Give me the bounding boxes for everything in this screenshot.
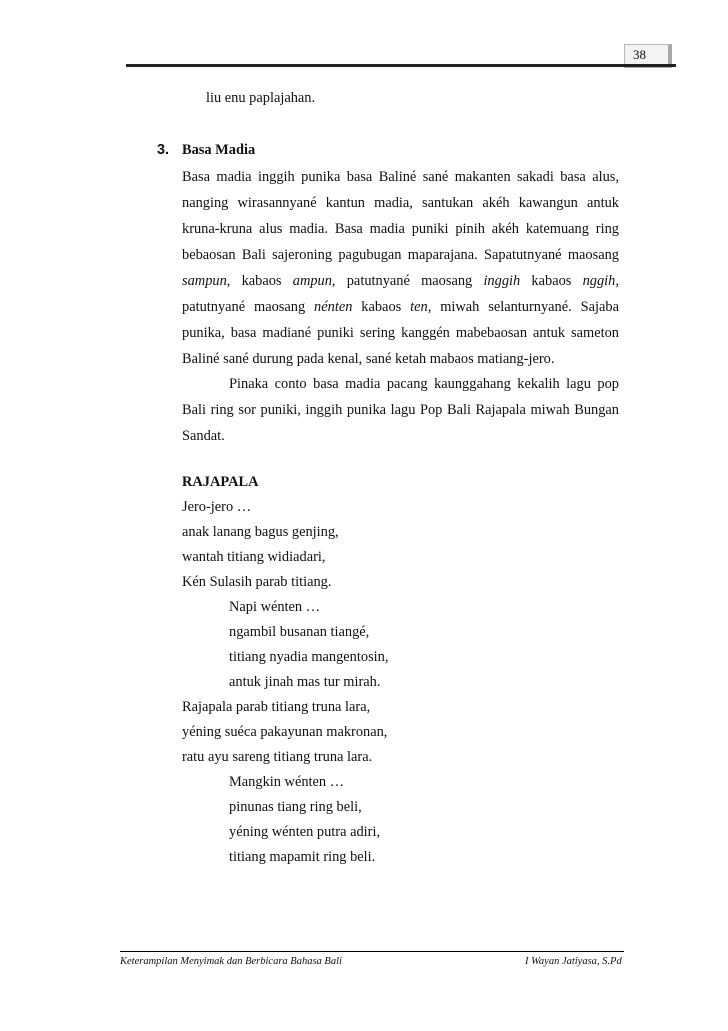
para1-line3: kruna-kruna alus madia. Basa madia puniki pinih akéh katemuang ring — [182, 221, 619, 237]
word-ten: ten — [410, 299, 428, 315]
section-title-text: Basa Madia — [182, 142, 256, 158]
text-5b: patutnyané maosang — [346, 273, 473, 289]
para1-line8: Baliné sané durung pada kenal, sané ketah mabaos matiang-jero. — [182, 351, 555, 367]
text-6a: patutnyané maosang — [182, 299, 306, 315]
intro-tail: liu enu paplajahan. — [206, 90, 316, 106]
text-6c: , miwah selanturnyané. Sajaba — [427, 299, 619, 315]
song-line: titiang mapamit ring beli. — [229, 849, 376, 865]
word-sampun: sampun — [182, 273, 227, 289]
text-5d: , — [615, 273, 619, 289]
song-line: yéning wénten putra adiri, — [229, 824, 381, 840]
text-6b: kabaos — [361, 299, 402, 315]
song-line: Jero-jero … — [182, 499, 252, 515]
para2-line1: Pinaka conto basa madia pacang kaunggahang kekalih lagu pop — [229, 376, 619, 392]
footer-left: Keterampilan Menyimak dan Berbicara Bahasa Bali — [120, 956, 342, 967]
song-title — [182, 472, 258, 492]
para1-line1: Basa madia inggih punika basa Baliné sané makanten sakadi basa alus, — [182, 169, 619, 185]
song-line: yéning suéca pakayunan makronan, — [182, 724, 388, 740]
song-line: Mangkin wénten … — [229, 774, 345, 790]
song-title-text: RAJAPALA — [182, 474, 259, 490]
song-line: titiang nyadia mangentosin, — [229, 649, 389, 665]
para2-line2: Bali ring sor puniki, inggih punika lagu Pop Bali Rajapala miwah Bungan — [182, 402, 619, 418]
text-5c: kabaos — [531, 273, 572, 289]
song-line: Kén Sulasih parab titiang. — [182, 574, 332, 590]
word-ampun: ampun, — [292, 273, 336, 289]
word-nggih: nggih — [582, 273, 616, 289]
para2-line3: Sandat. — [182, 428, 225, 444]
footer-rule — [120, 951, 624, 952]
para1-line2: nanging wirasannyané kantun madia, santukan akéh kawangun antuk — [182, 195, 619, 211]
text-5a: , kabaos — [226, 273, 282, 289]
song-line: pinunas tiang ring beli, — [229, 799, 362, 815]
song-line: Rajapala parab titiang truna lara, — [182, 699, 371, 715]
para1-line7: punika, basa madiané puniki sering kanggén mabebaosan antuk sameton — [182, 325, 619, 341]
para1-line6 — [182, 297, 619, 317]
song-line: ratu ayu sareng titiang truna lara. — [182, 749, 373, 765]
footer-right: I Wayan Jatiyasa, S.Pd — [525, 956, 622, 967]
header-rule — [126, 64, 676, 67]
word-inggih: inggih — [483, 273, 521, 289]
song-line: Napi wénten … — [229, 599, 321, 615]
para1-line4: bebaosan Bali sajeroning pagubugan maparajana. Sapatutnyané maosang — [182, 247, 619, 263]
word-nenten: nénten — [314, 299, 353, 315]
para1-line5 — [182, 271, 619, 291]
section-title — [182, 140, 255, 160]
section-number: 3. — [157, 142, 170, 158]
page-number: 38 — [633, 47, 646, 62]
song-line: antuk jinah mas tur mirah. — [229, 674, 381, 690]
song-line: anak lanang bagus genjing, — [182, 524, 339, 540]
song-line: ngambil busanan tiangé, — [229, 624, 370, 640]
song-line: wantah titiang widiadari, — [182, 549, 326, 565]
